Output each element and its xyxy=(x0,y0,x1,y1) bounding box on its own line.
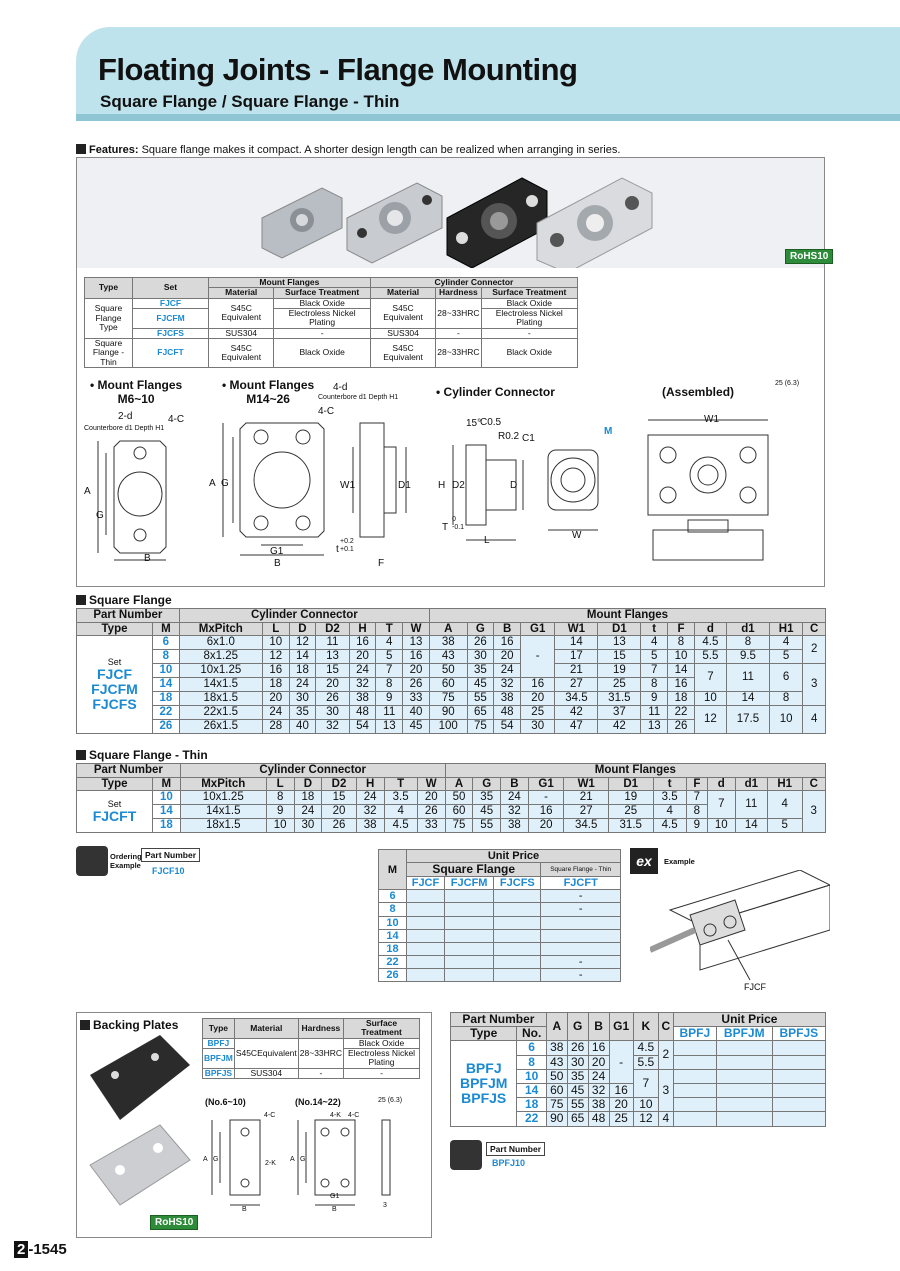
label-4d: 4-d xyxy=(333,382,348,393)
label-W1b: W1 xyxy=(704,414,719,425)
label-counterbore2: Counterbore d1 Depth H1 xyxy=(318,394,399,401)
diagram-title-cc: • Cylinder Connector xyxy=(436,385,555,399)
label-T: T xyxy=(442,522,449,533)
label-G2: G xyxy=(221,478,229,489)
bp-label-2k: 2-K xyxy=(265,1160,276,1167)
page-title: Floating Joints - Flange Mounting xyxy=(98,52,578,87)
label-T1: -0.1 xyxy=(452,524,465,531)
product-photos xyxy=(77,158,824,268)
technical-drawings xyxy=(78,405,823,585)
label-H: H xyxy=(438,480,446,491)
square-flange-table: Part Number Cylinder Connector Mount Flanges Type M MxPitch L D D2 H T W A G B G1 W1 D1 t F d d1 H1 C Set FJCF FJCFM FJCFS 6 6x1.0 10 12 11 16 4 13 38 26 16 - 14 13 4 8 4.5 8 4 2 8 8x1.25 12 14 13 20 5 16 43 30 20 17 15 5 10 5.5 9.5 5 10 10x1.25 16 18 15 24 7 20 50 35 24 21 19 7 14 7 11 6 3 14 14x1.5 18 24 20 32 8 26 60 45 32 16 27 25 8 16 18 18x1.5 20 30 26 38 9 33 75 55 38 20 34.5 31.5 9 18 10 14 8 22 22x1.5 24 35 30 48 11 40 90 65 48 25 42 37 11 22 12 17.5 10 4 26 26x1.5 28 40 32 54 13 45 100 75 54 30 47 42 13 26 xyxy=(76,608,826,734)
bp-label-B: B xyxy=(242,1206,247,1213)
diagram-title-mf1: • Mount Flanges M6~10 xyxy=(90,378,183,406)
bp-label-B2: B xyxy=(332,1206,337,1213)
bp-part-number-value: BPFJ10 xyxy=(492,1158,526,1168)
label-A2: A xyxy=(209,478,216,489)
bp-label-4k: 4-K xyxy=(330,1112,341,1119)
features-line xyxy=(76,144,620,156)
features-text: Square flange makes it compact. A shorter design length can be realized when arranging in series. xyxy=(141,144,621,156)
bp-label-4c2: 4-C xyxy=(348,1112,360,1119)
bp-label-G1: G1 xyxy=(330,1193,340,1200)
bp-label-G2: G xyxy=(300,1156,306,1163)
bp-label-4c: 4-C xyxy=(264,1112,276,1119)
label-4c2: 4-C xyxy=(318,406,335,417)
label-D: D xyxy=(510,480,518,491)
label-W1: W1 xyxy=(340,480,355,491)
features-label: Features: xyxy=(89,144,139,156)
price-table: M Unit Price Square Flange Square Flange - Thin FJCF FJCFM FJCFS FJCFT 6 - 8 - 10 14 18 22 - 26 - xyxy=(378,849,621,982)
square-flange-caption: Square Flange xyxy=(76,593,172,607)
ordering-part-number-label: Part Number xyxy=(141,848,200,862)
backing-roughness: 25 (6.3) xyxy=(378,1097,403,1104)
page-number: 2 -1545 xyxy=(14,1241,67,1258)
label-C05: C0.5 xyxy=(480,417,502,428)
label-4c: 4-C xyxy=(168,414,185,425)
bp-price-table: Part Number A G B G1 K C Unit Price Type No. BPFJ BPFJM BPFJS BPFJ BPFJM BPFJS 6 38 26 16 - 4.5 2 8 43 30 20 5.5 10 50 35 24 7 3 14 60 45 32 16 18 75 55 38 20 10 22 90 65 48 25 12 4 xyxy=(450,1012,826,1127)
page-subtitle: Square Flange / Square Flange - Thin xyxy=(100,92,400,111)
bp-ordering-icon xyxy=(450,1140,482,1170)
backing-no2: (No.14~22) xyxy=(295,1097,341,1107)
label-t: t xyxy=(336,544,339,555)
diagram-title-assembled: (Assembled) xyxy=(662,385,735,399)
backing-drawings xyxy=(200,1110,420,1210)
label-T0: 0 xyxy=(452,516,456,523)
backing-photo xyxy=(80,1035,198,1215)
label-counterbore: Counterbore d1 Depth H1 xyxy=(84,425,165,432)
sf-type-cell: Set FJCF FJCFM FJCFS xyxy=(77,636,153,734)
label-G: G xyxy=(96,510,104,521)
diagram-title-mf2: • Mount Flanges M14~26 xyxy=(222,378,315,406)
label-A: A xyxy=(84,486,91,497)
example-part-label: FJCF xyxy=(744,982,766,992)
backing-rohs-badge: RoHS10 xyxy=(150,1212,198,1230)
label-2d: 2-d xyxy=(118,411,133,422)
bp-type-cell: BPFJ BPFJM BPFJS xyxy=(451,1041,517,1126)
bp-label-A2: A xyxy=(290,1156,295,1163)
thin-type-cell: Set FJCFT xyxy=(77,791,153,833)
label-15deg: 15° xyxy=(466,418,482,429)
label-W: W xyxy=(572,530,582,541)
label-tol1: +0.2 xyxy=(340,538,354,545)
bp-part-number-label: Part Number xyxy=(486,1142,545,1156)
backing-caption: Backing Plates xyxy=(80,1018,178,1032)
label-C1: C1 xyxy=(522,433,535,444)
thin-table: Part Number Cylinder Connector Mount Flanges Type M MxPitch L D D2 H T W A G B G1 W1 D1 t F d d1 H1 C Set FJCFT 10 10x1.25 8 18 15 24 3.5 20 50 35 24 - 21 19 3.5 7 7 11 4 3 14 14x1.5 9 24 20 32 4 26 60 45 32 16 27 25 4 8 18 18x1.5 10 30 26 38 4.5 33 75 55 38 20 34.5 31.5 4.5 9 10 14 5 xyxy=(76,763,826,833)
backing-material-table: Type Material Hardness Surface Treatment BPFJ S45CEquivalent 28~33HRC Black Oxide BPFJM Electroless Nickel Plating BPFJS SUS304 - - xyxy=(202,1018,420,1079)
label-tol2: +0.1 xyxy=(340,546,354,553)
bp-label-G: G xyxy=(213,1156,219,1163)
backing-no1: (No.6~10) xyxy=(205,1097,246,1107)
label-G1: G1 xyxy=(270,546,284,557)
bp-label-A: A xyxy=(203,1156,208,1163)
label-B2: B xyxy=(274,558,281,569)
thin-caption: Square Flange - Thin xyxy=(76,748,208,762)
example-label: Example xyxy=(664,857,695,866)
example-illustration xyxy=(650,870,830,995)
example-icon: ex xyxy=(630,848,658,874)
label-L: L xyxy=(484,535,490,546)
material-table: Type Set Mount Flanges Cylinder Connector Material Surface Treatment Material Hardness Surface Treatment Square Flange Type FJCF S45C Equivalent Black Oxide S45C Equivalent 28~33HRC Black Oxide FJCFM Electroless Nickel Plating Electroless Nickel Plating FJCFS SUS304 - SUS304 - - Square Flange - Thin FJCFT S45C Equivalent Black Oxide S45C Equivalent 28~33HRC Black Oxide xyxy=(84,277,578,368)
label-F: F xyxy=(378,558,385,569)
ordering-icon xyxy=(76,846,108,876)
bp-label-3: 3 xyxy=(383,1202,387,1209)
label-D2: D2 xyxy=(452,480,465,491)
rohs-badge: RoHS10 xyxy=(785,246,833,264)
header-shadow xyxy=(76,114,900,121)
label-D1: D1 xyxy=(398,480,411,491)
ordering-label: Ordering Example xyxy=(110,852,142,870)
label-R02: R0.2 xyxy=(498,431,520,442)
product-photo-art xyxy=(77,158,824,268)
label-M: M xyxy=(604,426,613,437)
roughness-symbol: 25 (6.3) xyxy=(775,380,800,387)
label-B: B xyxy=(144,553,151,564)
ordering-part-number-value: FJCF10 xyxy=(152,866,185,876)
